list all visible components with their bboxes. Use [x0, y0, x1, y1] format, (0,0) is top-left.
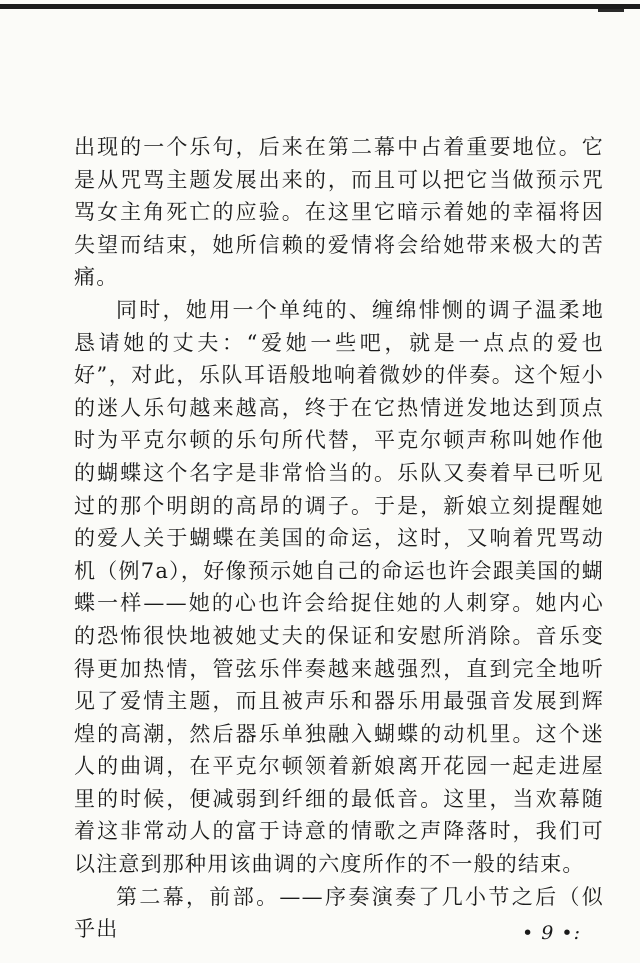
page-body: [74, 131, 604, 946]
top-corner-mark: [598, 9, 624, 12]
page-number-footer: • 9 •:: [522, 922, 581, 944]
paragraph-2: 同时，她用一个单纯的、缠绵悱恻的调子温柔地恳请她的丈夫：“爱她一些吧，就是一点点的爱也好”，对此，乐队耳语般地响着微妙的伴奏。这个短小的迷人乐句越来越高，终于在它热情迸发地达到顶点时为平克尔顿的乐句所代替，平克尔顿声称叫她作他的蝴蝶这个名字是非常恰当的。乐队又奏着早已听见过的那个明朗的高昂的调子。于是，新娘立刻提醒她的爱人关于蝴蝶在美国的命运，这时，又响着咒骂动机（例7a），好像预示她自己的命运也许会跟美国的蝴蝶一样——她的心也许会给捉住她的人刺穿。她内心的恐怖很快地被她丈夫的保证和安慰所消除。音乐变得更加热情，管弦乐伴奏越来越强烈，直到完全地听见了爱情主题，而且被声乐和器乐用最强音发展到辉煌的高潮，然后器乐单独融入蝴蝶的动机里。这个迷人的曲调，在平克尔顿领着新娘离开花园一起走进屋里的时候，便减弱到纤细的最低音。这里，当欢幕随着这非常动人的富于诗意的情歌之声降落时，我们可以注意到那种用该曲调的六度所作的不一般的结束。: [74, 297, 604, 877]
top-border-rule: [0, 4, 640, 9]
page-number: 9: [541, 922, 555, 944]
paragraph-3: 第二幕，前部。——序奏演奏了几小节之后（似乎出: [74, 884, 604, 942]
paragraph-1: 出现的一个乐句，后来在第二幕中占着重要地位。它是从咒骂主题发展出来的，而且可以把它当做预示咒骂女主角死亡的应验。在这里它暗示着她的幸福将因失望而结束，她所信赖的爱情将会给她带来极大的苦痛。: [74, 135, 604, 290]
